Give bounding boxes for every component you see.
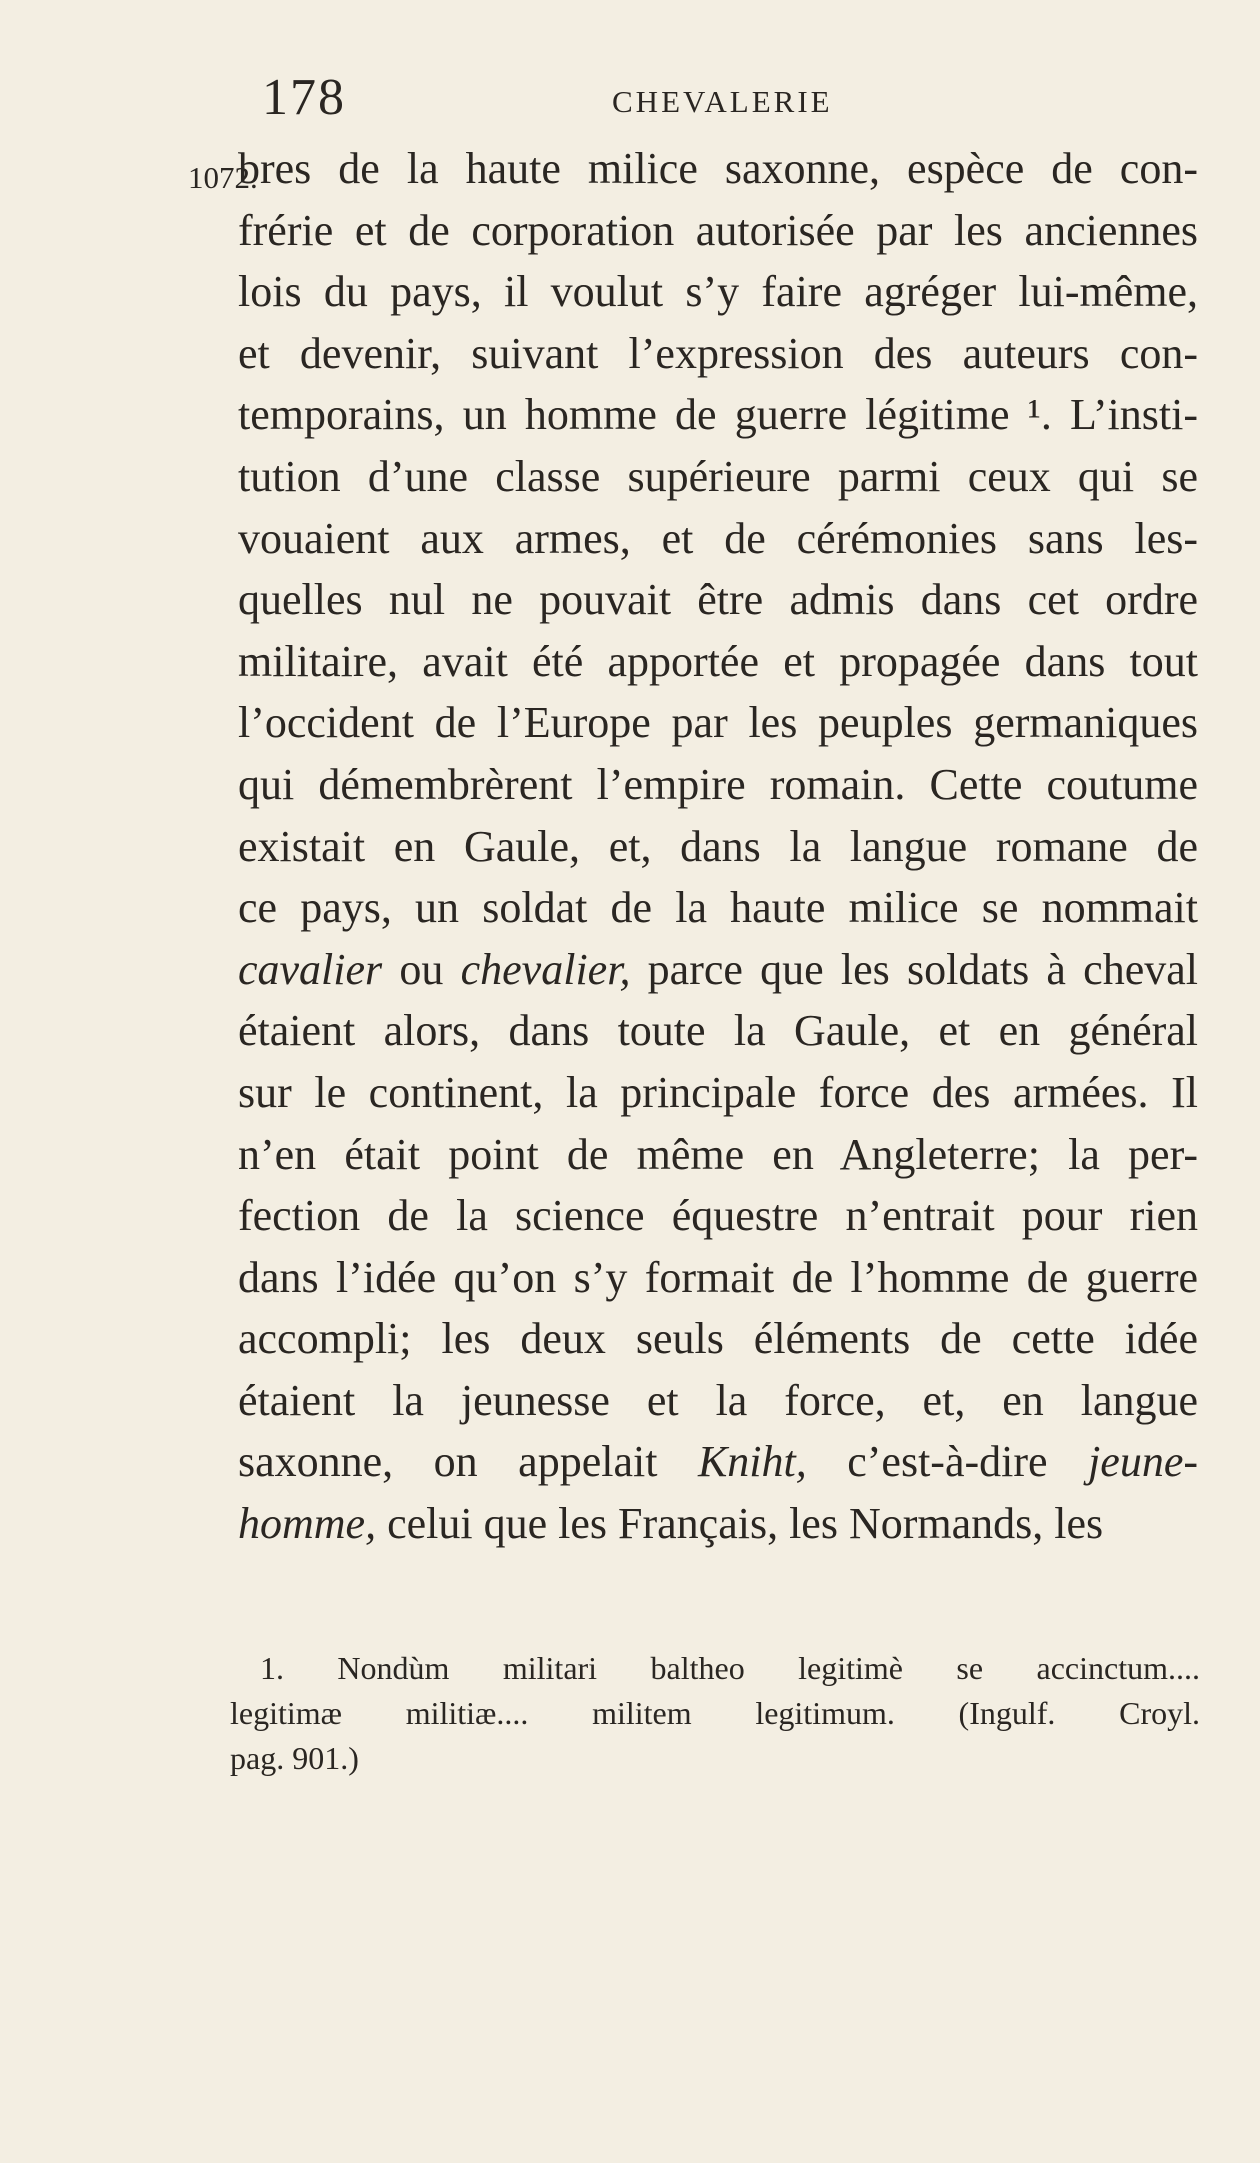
body-text	[238, 138, 1198, 1555]
text-cest-a-dire: c’est-à-dire	[806, 1437, 1089, 1487]
text-line-11: qui démembrèrent l’empire romain. Cette coutume	[238, 759, 1198, 809]
text-line-4: et devenir, suivant l’expression des auteurs con-	[238, 328, 1198, 378]
text-ou: ou	[382, 944, 461, 994]
text-line-20: accompli; les deux seuls éléments de cette idée	[238, 1314, 1198, 1364]
text-line-23	[238, 1493, 1198, 1555]
running-title: CHEVALERIE	[612, 84, 833, 119]
page-number: 178	[262, 69, 346, 126]
text-line-18: fection de la science équestre n’entrait pour rien	[238, 1191, 1198, 1241]
text-line-21: étaient la jeunesse et la force, et, en langue	[238, 1375, 1198, 1425]
text-line-19: dans l’idée qu’on s’y formait de l’homme de guerre	[238, 1252, 1198, 1302]
page-header	[0, 60, 1260, 130]
italic-kniht: Kniht,	[697, 1437, 807, 1487]
text-line-15: étaient alors, dans toute la Gaule, et en général	[238, 1006, 1198, 1056]
text-line-23-rest: celui que les Français, les Normands, les	[376, 1499, 1104, 1549]
text-line-10: l’occident de l’Europe par les peuples germaniques	[238, 698, 1198, 748]
text-line-2: frérie et de corporation autorisée par les anciennes	[238, 205, 1198, 255]
footnote	[230, 1646, 1200, 1781]
text-line-1: bres de la haute milice saxonne, espèce de con-	[238, 144, 1198, 193]
text-line-3: lois du pays, il voulut s’y faire agréger lui-même,	[238, 267, 1198, 317]
text-line-8: quelles nul ne pouvait être admis dans cet ordre	[238, 575, 1198, 625]
text-line-12: existait en Gaule, et, dans la langue romane de	[238, 821, 1198, 871]
italic-chevalier: chevalier,	[460, 944, 631, 994]
text-line-16: sur le continent, la principale force des armées. Il	[238, 1067, 1198, 1117]
text-line-6: tution d’une classe supérieure parmi ceux qui se	[238, 451, 1198, 501]
text-line-5: temporains, un homme de guerre légitime ¹. L’insti-	[238, 390, 1198, 440]
text-line-9: militaire, avait été apportée et propagée dans tout	[238, 636, 1198, 686]
footnote-line-2: legitimæ militiæ.... militem legitimum. (Ingulf. Croyl.	[230, 1695, 1200, 1731]
text-line-7: vouaient aux armes, et de cérémonies sans les-	[238, 513, 1198, 563]
italic-cavalier: cavalier	[238, 944, 383, 994]
text-line-22-start: saxonne, on appelait	[238, 1437, 698, 1487]
margin-year: 1072.	[188, 160, 258, 195]
footnote-line-3: pag. 901.)	[230, 1740, 359, 1776]
footnote-line-1: 1. Nondùm militari baltheo legitimè se accinctum....	[260, 1650, 1200, 1686]
text-line-22	[238, 1431, 1198, 1493]
text-line-14-rest: parce que les soldats à cheval	[630, 944, 1198, 994]
text-line-13: ce pays, un soldat de la haute milice se nommait	[238, 883, 1198, 933]
italic-homme: homme,	[238, 1499, 377, 1549]
text-line-14	[238, 939, 1198, 1001]
text-line-17: n’en était point de même en Angleterre; la per-	[238, 1129, 1198, 1179]
italic-jeune: jeune-	[1088, 1437, 1198, 1487]
